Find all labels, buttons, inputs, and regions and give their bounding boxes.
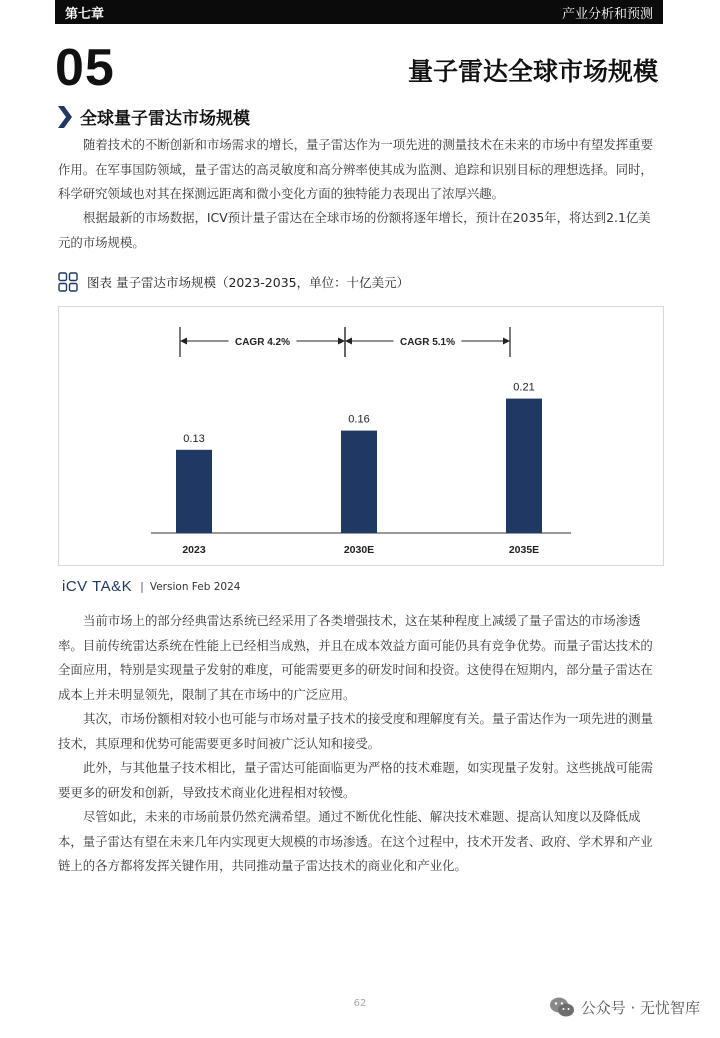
tick-label-2035E: 2035E xyxy=(508,544,540,556)
tick-label-2023: 2023 xyxy=(182,544,206,556)
body-paragraph-4: 尽管如此，未来的市场前景仍然充满希望。通过不断优化性能、解决技术难题、提高认知度以及降低成本，量子雷达有望在未来几年内实现更大规模的市场渗透。在这个过程中，技术开发者、政府、学术界和产业链上的各方都将发挥关键作用，共同推动量子雷达技术的商业化和产业化。 xyxy=(58,809,653,873)
bar-chart xyxy=(59,307,663,565)
cagr-arrowhead-left-0 xyxy=(180,338,187,345)
cagr-arrowhead-right-1 xyxy=(503,338,510,345)
body-paragraph-3: 此外，与其他量子技术相比，量子雷达可能面临更为严格的技术难题，如实现量子发射。这些挑战可能需要更多的研发和创新，导致技术商业化进程相对较慢。 xyxy=(58,760,653,800)
section-number: 05 xyxy=(55,39,115,97)
grid-icon xyxy=(58,272,78,292)
figure-caption xyxy=(58,272,409,292)
bar-2035E xyxy=(506,399,542,533)
icv-logo: iCV TA&K xyxy=(62,578,133,595)
cagr-arrowhead-right-0 xyxy=(338,338,345,345)
body-paragraph-1: 当前市场上的部分经典雷达系统已经采用了各类增强技术，这在某种程度上减缓了量子雷达的市场渗透率。目前传统雷达系统在性能上已经相当成熟，并且在成本效益方面可能仍具有竞争优势。而量子雷达技术的全面应用，特别是实现量子发射的难度，可能需要更多的研发时间和投资。这使得在短期内，部分量子雷达在成本上并未明显领先，限制了其在市场中的广泛应用。 xyxy=(58,613,653,702)
watermark-text: 公众号 · 无忧智库 xyxy=(580,998,700,1017)
cagr-label-1: CAGR 5.1% xyxy=(399,337,456,348)
bar-2030E xyxy=(341,431,377,533)
data-label-2030E: 0.16 xyxy=(348,413,370,426)
source-separator: | xyxy=(140,580,144,593)
section-heading-text: 全球量子雷达市场规模 xyxy=(80,109,250,129)
section-label: 产业分析和预测 xyxy=(561,6,653,22)
chapter-label: 第七章 xyxy=(65,6,105,22)
figure-caption-text: 图表 量子雷达市场规模（2023-2035，单位：十亿美元） xyxy=(87,275,410,290)
page-title: 量子雷达全球市场规模 xyxy=(407,57,658,86)
tick-label-2030E: 2030E xyxy=(343,544,375,556)
body-paragraph-2: 其次，市场份额相对较小也可能与市场对量子技术的接受度和理解度有关。量子雷达作为一项先进的测量技术，其原理和优势可能需要更多时间被广泛认知和接受。 xyxy=(58,711,653,751)
intro-paragraph-2: 根据最新的市场数据，ICV预计量子雷达在全球市场的份额将逐年增长，预计在2035年，将达到2.1亿美元的市场规模。 xyxy=(58,210,651,250)
bar-2023 xyxy=(176,450,212,533)
chevron-right-icon xyxy=(58,106,72,128)
version-label: Version Feb 2024 xyxy=(149,580,241,593)
bar-chart-box xyxy=(58,306,664,566)
chapter-header-bar xyxy=(55,0,663,24)
wechat-icon xyxy=(549,996,575,1018)
page-number: 62 xyxy=(353,998,367,1009)
source-line xyxy=(62,578,240,595)
data-label-2023: 0.13 xyxy=(183,432,205,445)
intro-paragraph-1: 随着技术的不断创新和市场需求的增长，量子雷达作为一项先进的测量技术在未来的市场中有望发挥重要作用。在军事国防领域，量子雷达的高灵敏度和高分辨率使其成为监测、追踪和识别目标的理想选择。同时，科学研究领域也对其在探测远距离和微小变化方面的独特能力表现出了浓厚兴趣。 xyxy=(58,137,653,201)
watermark xyxy=(549,996,700,1018)
cagr-arrowhead-left-1 xyxy=(345,338,352,345)
section-heading xyxy=(58,104,250,129)
data-label-2035E: 0.21 xyxy=(513,381,535,394)
cagr-label-0: CAGR 4.2% xyxy=(234,337,291,348)
